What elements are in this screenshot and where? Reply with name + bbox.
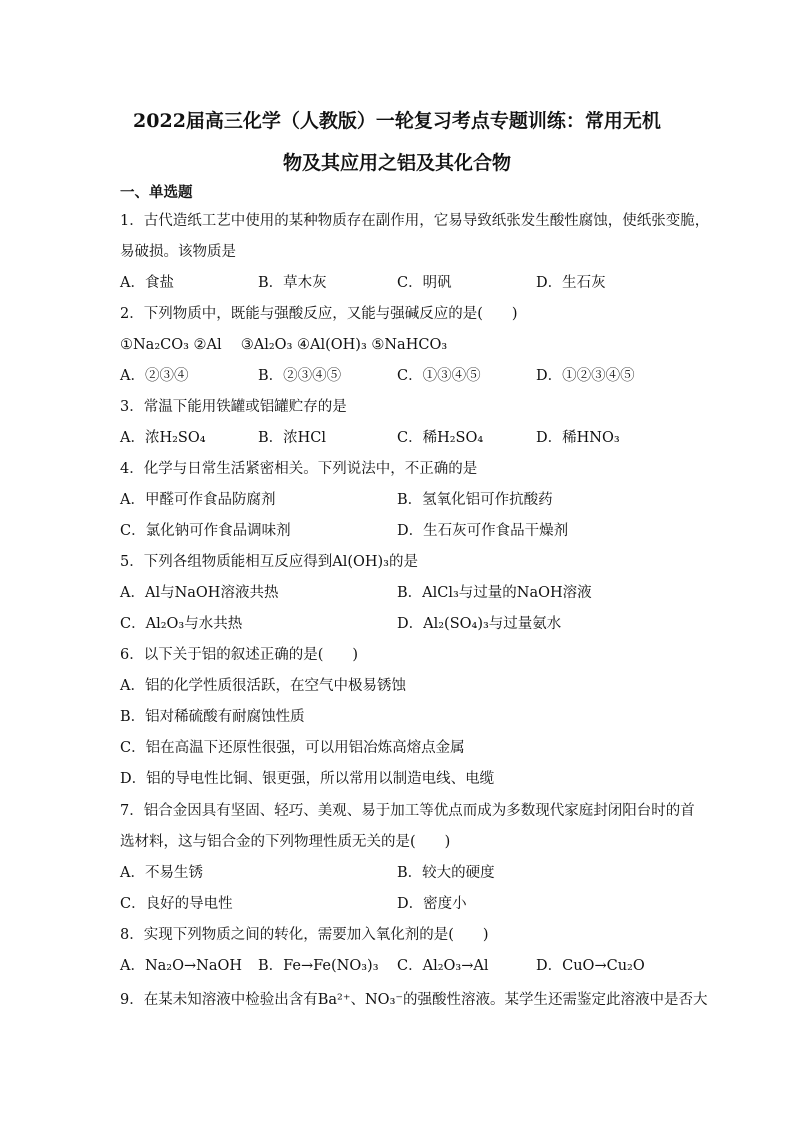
question-3-option-b: B．浓HCl [258,430,327,446]
question-3-option-c: C．稀H₂SO₄ [397,430,484,446]
question-6-option-a: A．铝的化学性质很活跃，在空气中极易锈蚀 [120,678,406,694]
question-6-option-b: B．铝对稀硫酸有耐腐蚀性质 [120,709,305,725]
question-4-option-b: B．氢氧化铝可作抗酸药 [397,492,553,508]
document-title-line-1: 2022届高三化学（人教版）一轮复习考点专题训练：常用无机 [133,110,661,132]
question-7-stem-cont: 选材料，这与铝合金的下列物理性质无关的是( ) [120,834,451,850]
question-1-option-d: D．生石灰 [536,275,606,291]
question-7-stem: 7．铝合金因具有坚固、轻巧、美观、易于加工等优点而成为多数现代家庭封闭阳台时的首 [120,803,695,819]
question-1-stem: 1．古代造纸工艺中使用的某种物质存在副作用，它易导致纸张发生酸性腐蚀，使纸张变脆， [120,213,710,229]
question-2-items: ①Na₂CO₃ ②Al ③Al₂O₃ ④Al(OH)₃ ⑤NaHCO₃ [120,337,448,353]
question-7-option-b: B．较大的硬度 [397,865,495,881]
question-5-option-b: B．AlCl₃与过量的NaOH溶液 [397,585,592,601]
question-6-option-d: D．铝的导电性比铜、银更强，所以常用以制造电线、电缆 [120,771,495,787]
question-4-option-c: C．氯化钠可作食品调味剂 [120,523,291,539]
question-4-option-d: D．生石灰可作食品干燥剂 [397,523,569,539]
question-1-option-c: C．明矾 [397,275,452,291]
question-6-stem: 6．以下关于铝的叙述正确的是( ) [120,647,359,663]
question-2-stem: 2．下列物质中，既能与强酸反应，又能与强碱反应的是( ) [120,306,518,322]
question-8-stem: 8．实现下列物质之间的转化，需要加入氧化剂的是( ) [120,927,489,943]
question-5-option-d: D．Al₂(SO₄)₃与过量氨水 [397,616,562,632]
question-6-option-c: C．铝在高温下还原性很强，可以用铝冶炼高熔点金属 [120,740,465,756]
question-7-option-d: D．密度小 [397,896,467,912]
question-3-option-d: D．稀HNO₃ [536,430,620,446]
question-4-option-a: A．甲醛可作食品防腐剂 [120,492,276,508]
question-4-stem: 4．化学与日常生活紧密相关。下列说法中，不正确的是 [120,461,478,477]
question-5-option-c: C．Al₂O₃与水共热 [120,616,243,632]
question-5-stem: 5．下列各组物质能相互反应得到Al(OH)₃的是 [120,554,418,570]
question-9-stem: 9．在某未知溶液中检验出含有Ba²⁺、NO₃⁻的强酸性溶液。某学生还需鉴定此溶液中是否大 [120,992,708,1008]
question-8-option-d: D．CuO→Cu₂O [536,958,645,974]
question-1-option-a: A．食盐 [120,275,174,291]
question-2-option-c: C．①③④⑤ [397,368,481,384]
question-8-option-c: C．Al₂O₃→Al [397,958,489,974]
question-3-option-a: A．浓H₂SO₄ [120,430,206,446]
question-2-option-a: A．②③④ [120,368,189,384]
question-1-option-b: B．草木灰 [258,275,327,291]
question-8-option-b: B．Fe→Fe(NO₃)₃ [258,958,379,974]
question-7-option-a: A．不易生锈 [120,865,203,881]
document-title-line-2: 物及其应用之铝及其化合物 [282,152,511,174]
question-8-option-a: A．Na₂O→NaOH [120,958,243,974]
question-5-option-a: A．Al与NaOH溶液共热 [120,585,279,601]
question-2-option-d: D．①②③④⑤ [536,368,635,384]
question-2-option-b: B．②③④⑤ [258,368,342,384]
section-heading: 一、单选题 [120,184,193,201]
question-1-stem-cont: 易破损。该物质是 [120,244,236,260]
question-7-option-c: C．良好的导电性 [120,896,233,912]
question-3-stem: 3．常温下能用铁罐或铝罐贮存的是 [120,399,347,415]
